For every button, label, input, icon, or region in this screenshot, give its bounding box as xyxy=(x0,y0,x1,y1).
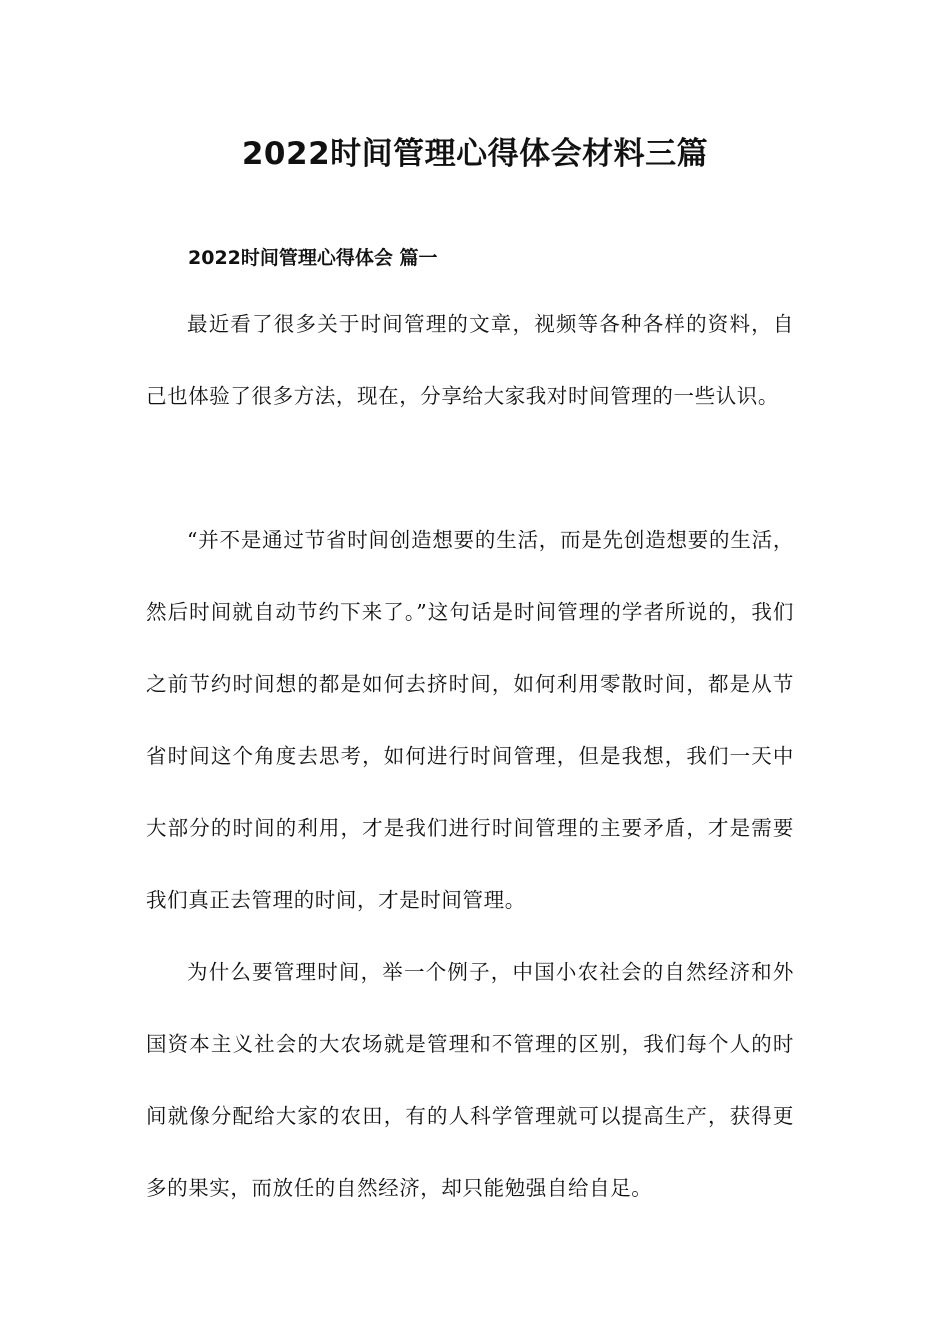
section-heading: 2022时间管理心得体会 篇一 xyxy=(188,247,438,269)
paragraph-1: 最近看了很多关于时间管理的文章，视频等各种各样的资料，自己也体验了很多方法，现在，分享给大家我对时间管理的一些认识。 xyxy=(146,312,794,408)
paragraph-2: “并不是通过节省时间创造想要的生活，而是先创造想要的生活，然后时间就自动节约下来了。”这句话是时间管理的学者所说的，我们之前节约时间想的都是如何去挤时间，如何利用零散时间，都是从节省时间这个角度去思考，如何进行时间管理，但是我想，我们一天中大部分的时间的利用，才是我们进行时间管理的主要矛盾，才是需要我们真正去管理的时间，才是时间管理。 xyxy=(146,528,794,912)
document-title: 2022时间管理心得体会材料三篇 xyxy=(241,136,709,172)
paragraph-3: 为什么要管理时间，举一个例子，中国小农社会的自然经济和外国资本主义社会的大农场就是管理和不管理的区别，我们每个人的时间就像分配给大家的农田，有的人科学管理就可以提高生产，获得更多的果实，而放任的自然经济，却只能勉强自给自足。 xyxy=(146,960,794,1200)
